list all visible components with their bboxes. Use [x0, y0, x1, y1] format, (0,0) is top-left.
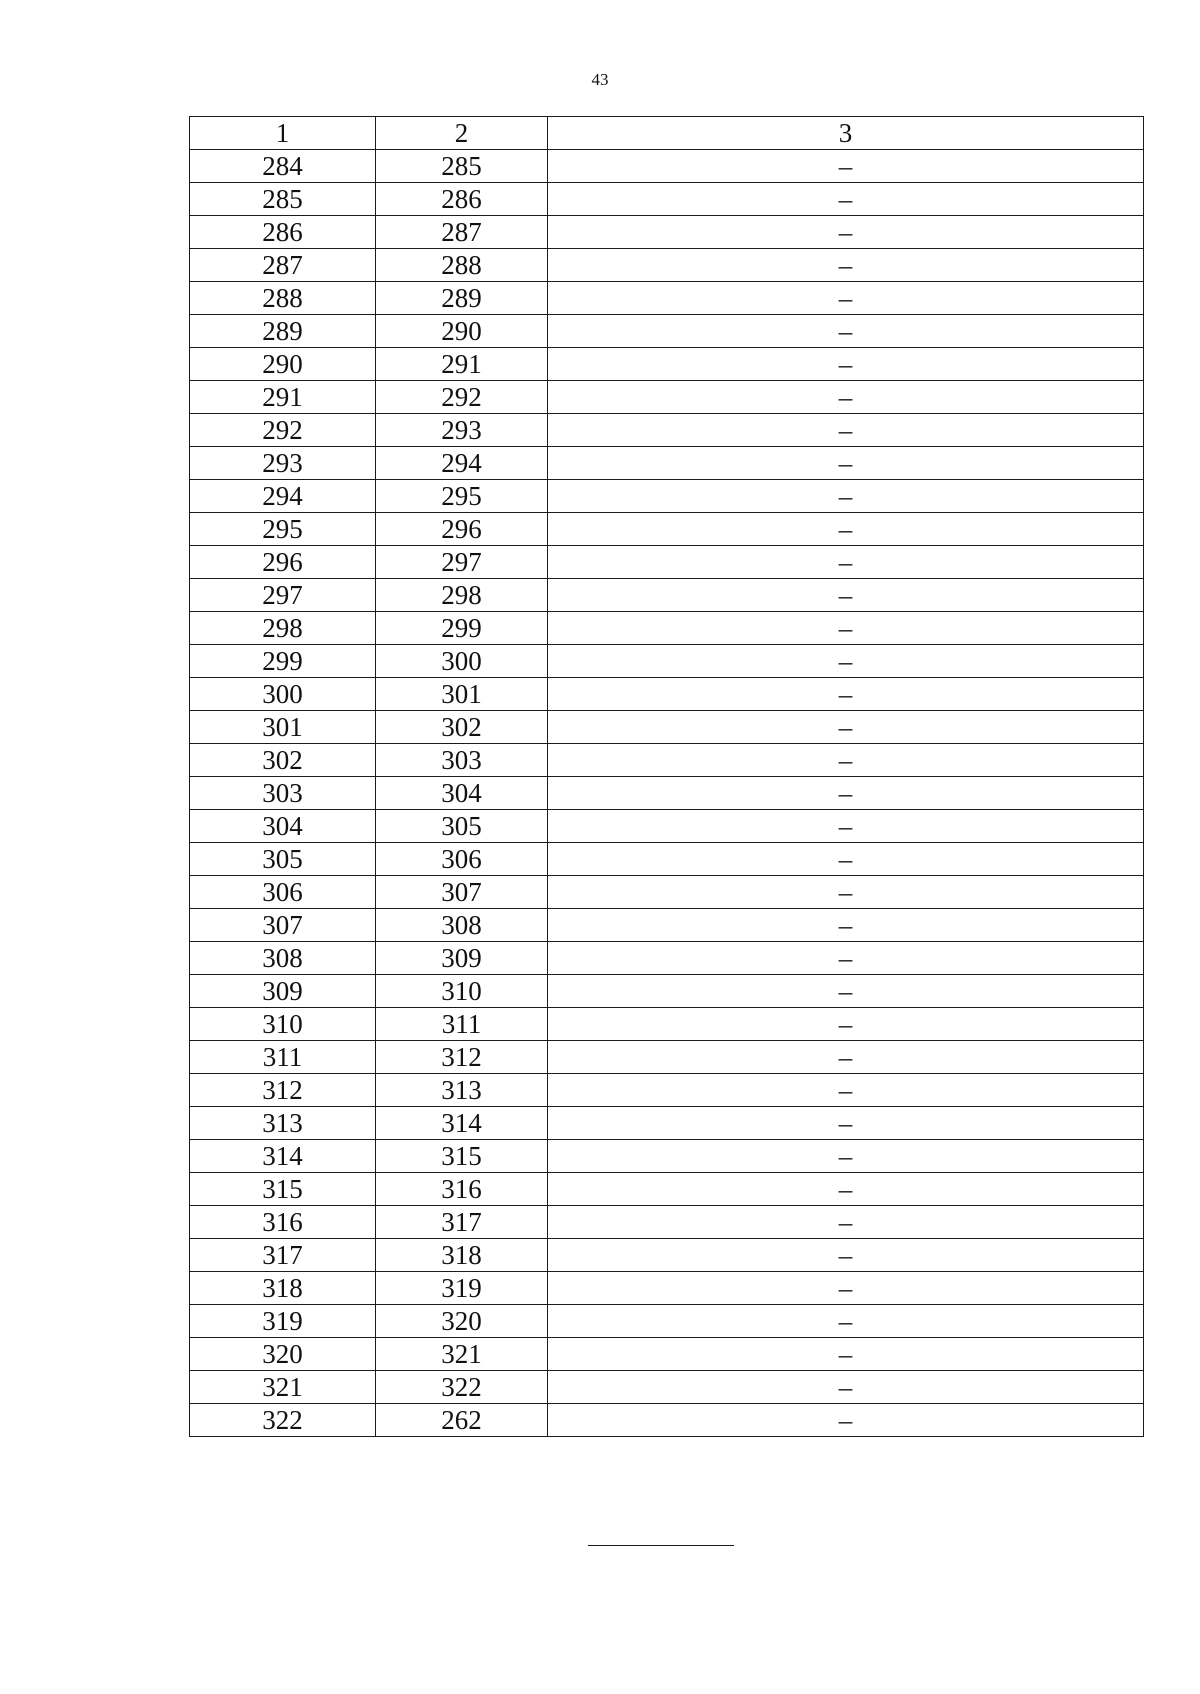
table-row	[190, 579, 1144, 612]
table-row	[190, 876, 1144, 909]
table-cell-col1: 292	[190, 414, 376, 447]
table-cell-col2: 322	[376, 1371, 548, 1404]
table-cell-col2: 291	[376, 348, 548, 381]
table-cell-col1: 308	[190, 942, 376, 975]
table-cell-col2: 288	[376, 249, 548, 282]
table-cell-col1: 299	[190, 645, 376, 678]
table-cell-col3: –	[548, 183, 1144, 216]
table-cell-col1: 297	[190, 579, 376, 612]
table-cell-col1: 307	[190, 909, 376, 942]
table-row	[190, 678, 1144, 711]
table-cell-col2: 306	[376, 843, 548, 876]
table-cell-col1: 305	[190, 843, 376, 876]
table-row	[190, 711, 1144, 744]
table-cell-col3: –	[548, 1305, 1144, 1338]
table-cell-col2: 289	[376, 282, 548, 315]
column-header-1: 1	[190, 117, 376, 150]
table-cell-col3: –	[548, 579, 1144, 612]
table-row	[190, 513, 1144, 546]
table-row	[190, 150, 1144, 183]
table-row	[190, 348, 1144, 381]
table-row	[190, 1107, 1144, 1140]
table-row	[190, 975, 1144, 1008]
table-cell-col3: –	[548, 414, 1144, 447]
table-cell-col1: 306	[190, 876, 376, 909]
table-cell-col2: 293	[376, 414, 548, 447]
table-cell-col3: –	[548, 1173, 1144, 1206]
table-cell-col2: 297	[376, 546, 548, 579]
table-cell-col3: –	[548, 1140, 1144, 1173]
table-cell-col3: –	[548, 447, 1144, 480]
table-cell-col2: 300	[376, 645, 548, 678]
table-cell-col1: 303	[190, 777, 376, 810]
table-row	[190, 1371, 1144, 1404]
table-cell-col1: 310	[190, 1008, 376, 1041]
table-cell-col1: 288	[190, 282, 376, 315]
table-cell-col2: 317	[376, 1206, 548, 1239]
table-cell-col1: 304	[190, 810, 376, 843]
table-cell-col3: –	[548, 1338, 1144, 1371]
table-cell-col1: 309	[190, 975, 376, 1008]
table-cell-col1: 319	[190, 1305, 376, 1338]
table-cell-col3: –	[548, 282, 1144, 315]
table-cell-col1: 284	[190, 150, 376, 183]
table-row	[190, 810, 1144, 843]
table-cell-col3: –	[548, 942, 1144, 975]
table-row	[190, 1173, 1144, 1206]
table-cell-col3: –	[548, 1008, 1144, 1041]
table-row	[190, 744, 1144, 777]
table-row	[190, 414, 1144, 447]
table-cell-col1: 321	[190, 1371, 376, 1404]
table-cell-col1: 290	[190, 348, 376, 381]
table-cell-col3: –	[548, 348, 1144, 381]
table-cell-col3: –	[548, 1239, 1144, 1272]
table-row	[190, 447, 1144, 480]
table-row	[190, 480, 1144, 513]
table-row	[190, 1404, 1144, 1437]
table-cell-col2: 301	[376, 678, 548, 711]
table-header	[190, 117, 1144, 150]
column-header-2: 2	[376, 117, 548, 150]
table-cell-col3: –	[548, 645, 1144, 678]
table-cell-col1: 317	[190, 1239, 376, 1272]
table-cell-col2: 295	[376, 480, 548, 513]
table-cell-col1: 285	[190, 183, 376, 216]
table-cell-col3: –	[548, 216, 1144, 249]
table-cell-col2: 308	[376, 909, 548, 942]
table-cell-col2: 309	[376, 942, 548, 975]
table-cell-col1: 314	[190, 1140, 376, 1173]
table-cell-col3: –	[548, 711, 1144, 744]
table-cell-col1: 291	[190, 381, 376, 414]
table-cell-col3: –	[548, 1206, 1144, 1239]
table-cell-col3: –	[548, 480, 1144, 513]
table-cell-col1: 315	[190, 1173, 376, 1206]
table-cell-col2: 321	[376, 1338, 548, 1371]
page-number: 43	[591, 70, 609, 89]
table-cell-col1: 322	[190, 1404, 376, 1437]
table-cell-col1: 289	[190, 315, 376, 348]
footer-rule	[588, 1545, 734, 1546]
table-cell-col3: –	[548, 1272, 1144, 1305]
table-row	[190, 282, 1144, 315]
table-cell-col1: 301	[190, 711, 376, 744]
table-row	[190, 1140, 1144, 1173]
table-cell-col1: 295	[190, 513, 376, 546]
table-cell-col1: 313	[190, 1107, 376, 1140]
table-row	[190, 546, 1144, 579]
table-cell-col1: 287	[190, 249, 376, 282]
table-cell-col2: 302	[376, 711, 548, 744]
table-cell-col1: 300	[190, 678, 376, 711]
table-row	[190, 1305, 1144, 1338]
table-row	[190, 381, 1144, 414]
table-row	[190, 777, 1144, 810]
table-cell-col2: 299	[376, 612, 548, 645]
table-row	[190, 183, 1144, 216]
table-cell-col1: 298	[190, 612, 376, 645]
table-cell-col2: 319	[376, 1272, 548, 1305]
table-cell-col2: 298	[376, 579, 548, 612]
table-cell-col2: 287	[376, 216, 548, 249]
table-row	[190, 249, 1144, 282]
table-row	[190, 909, 1144, 942]
table-cell-col3: –	[548, 249, 1144, 282]
table-cell-col2: 285	[376, 150, 548, 183]
table-cell-col1: 316	[190, 1206, 376, 1239]
table-cell-col2: 315	[376, 1140, 548, 1173]
table-cell-col3: –	[548, 1041, 1144, 1074]
table-cell-col2: 262	[376, 1404, 548, 1437]
table-cell-col3: –	[548, 975, 1144, 1008]
table-cell-col2: 296	[376, 513, 548, 546]
table-row	[190, 1338, 1144, 1371]
table-cell-col1: 296	[190, 546, 376, 579]
table-cell-col3: –	[548, 909, 1144, 942]
table-cell-col2: 318	[376, 1239, 548, 1272]
table-cell-col3: –	[548, 513, 1144, 546]
table-row	[190, 843, 1144, 876]
table-row	[190, 315, 1144, 348]
table-row	[190, 1239, 1144, 1272]
table-body	[190, 150, 1144, 1437]
table-row	[190, 645, 1144, 678]
table-cell-col3: –	[548, 381, 1144, 414]
table-row	[190, 1074, 1144, 1107]
table-cell-col1: 293	[190, 447, 376, 480]
table-cell-col2: 290	[376, 315, 548, 348]
table-cell-col2: 303	[376, 744, 548, 777]
data-table	[189, 116, 1144, 1437]
table-row	[190, 942, 1144, 975]
table-cell-col3: –	[548, 1107, 1144, 1140]
table-cell-col3: –	[548, 150, 1144, 183]
table-row	[190, 1008, 1144, 1041]
table-row	[190, 1206, 1144, 1239]
table-cell-col2: 286	[376, 183, 548, 216]
table-row	[190, 216, 1144, 249]
table-cell-col2: 310	[376, 975, 548, 1008]
table-row	[190, 1272, 1144, 1305]
table-row	[190, 1041, 1144, 1074]
table-cell-col3: –	[548, 612, 1144, 645]
table-cell-col1: 320	[190, 1338, 376, 1371]
table-cell-col2: 314	[376, 1107, 548, 1140]
table-cell-col2: 305	[376, 810, 548, 843]
table-cell-col3: –	[548, 678, 1144, 711]
table-cell-col1: 302	[190, 744, 376, 777]
table-cell-col1: 311	[190, 1041, 376, 1074]
table-cell-col3: –	[548, 810, 1144, 843]
table-cell-col3: –	[548, 777, 1144, 810]
table-cell-col2: 311	[376, 1008, 548, 1041]
table-cell-col3: –	[548, 1371, 1144, 1404]
table-cell-col1: 312	[190, 1074, 376, 1107]
table-cell-col3: –	[548, 1074, 1144, 1107]
table-cell-col3: –	[548, 744, 1144, 777]
table-cell-col2: 313	[376, 1074, 548, 1107]
table-cell-col1: 294	[190, 480, 376, 513]
column-header-3: 3	[548, 117, 1144, 150]
table-cell-col3: –	[548, 1404, 1144, 1437]
table-row	[190, 612, 1144, 645]
table-cell-col2: 294	[376, 447, 548, 480]
table-cell-col2: 304	[376, 777, 548, 810]
table-cell-col3: –	[548, 843, 1144, 876]
header-row	[190, 117, 1144, 150]
table-cell-col3: –	[548, 546, 1144, 579]
table-cell-col1: 318	[190, 1272, 376, 1305]
table-cell-col2: 316	[376, 1173, 548, 1206]
table-cell-col2: 312	[376, 1041, 548, 1074]
table-cell-col2: 320	[376, 1305, 548, 1338]
table-cell-col3: –	[548, 876, 1144, 909]
table-cell-col3: –	[548, 315, 1144, 348]
table-cell-col2: 307	[376, 876, 548, 909]
table-cell-col2: 292	[376, 381, 548, 414]
table-cell-col1: 286	[190, 216, 376, 249]
